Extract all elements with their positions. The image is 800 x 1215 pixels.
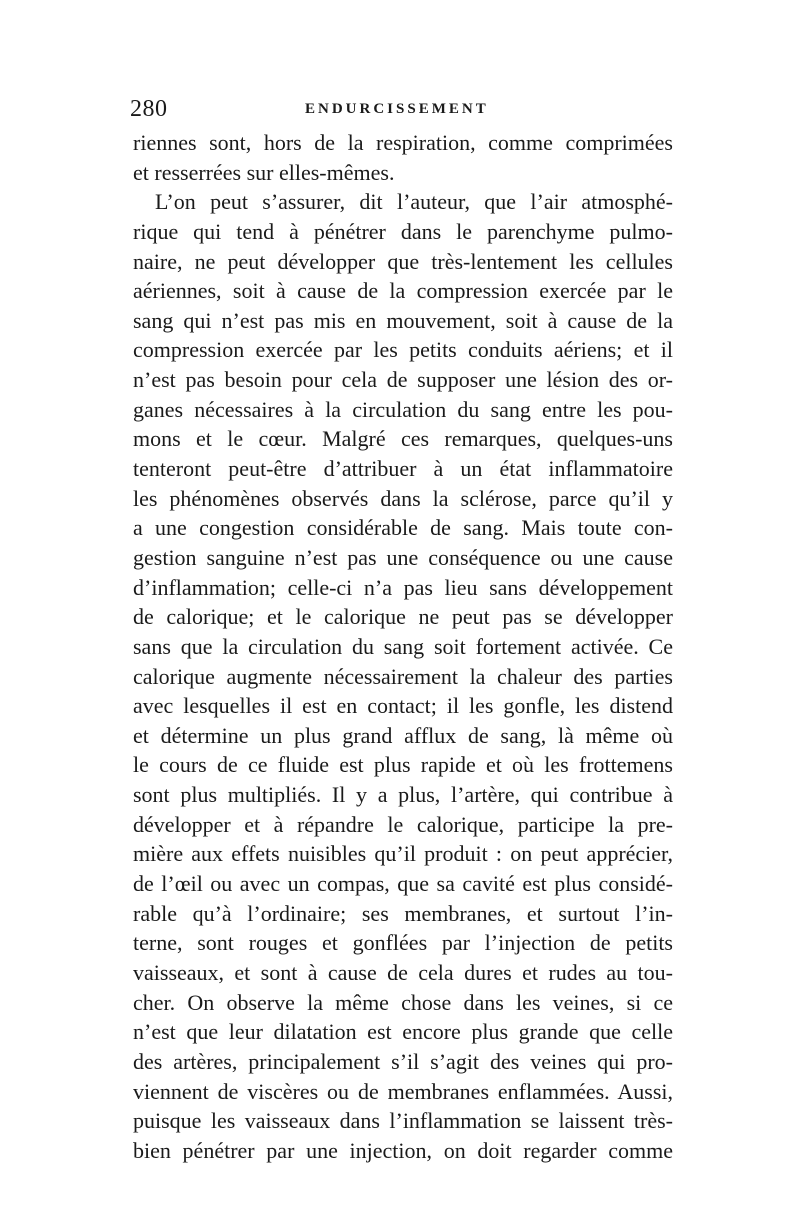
text-line: rique qui tend à pénétrer dans le parenchyme pulmo-: [133, 218, 673, 244]
page-header: [130, 96, 670, 124]
text-line: de calorique; et le calorique ne peut pas se développer: [133, 604, 673, 630]
text-line: n’est pas besoin pour cela de supposer une lésion des or-: [133, 367, 673, 393]
body-text: [133, 128, 673, 1165]
running-title: ENDURCISSEMENT: [305, 101, 489, 117]
text-line: L’on peut s’assurer, dit l’auteur, que l’air atmosphé-: [155, 189, 673, 215]
text-line: avec lesquelles il est en contact; il les gonfle, les distend: [133, 693, 673, 719]
text-line: cher. On observe la même chose dans les veines, si ce: [133, 989, 673, 1015]
text-line: gestion sanguine n’est pas une conséquence ou une cause: [133, 544, 673, 570]
text-line: rable qu’à l’ordinaire; ses membranes, et surtout l’in-: [133, 900, 673, 926]
text-line: ganes nécessaires à la circulation du sang entre les pou-: [133, 396, 673, 422]
text-line: riennes sont, hors de la respiration, comme comprimées: [133, 130, 673, 155]
text-line: développer et à répandre le calorique, participe la pre-: [133, 811, 673, 837]
text-line: compression exercée par les petits conduits aériens; et il: [133, 337, 673, 363]
text-line: puisque les vaisseaux dans l’inflammation se laissent très-: [133, 1108, 673, 1134]
text-line: naire, ne peut développer que très-lentement les cellules: [133, 248, 673, 274]
text-line: et détermine un plus grand afflux de sang, là même où: [133, 722, 673, 748]
text-line: calorique augmente nécessairement la chaleur des parties: [133, 663, 673, 689]
text-line: n’est que leur dilatation est encore plus grande que celle: [133, 1019, 673, 1045]
text-line: de l’œil ou avec un compas, que sa cavité est plus considé-: [133, 871, 673, 897]
text-line: des artères, principalement s’il s’agit des veines qui pro-: [133, 1048, 673, 1074]
text-line: sang qui n’est pas mis en mouvement, soit à cause de la: [133, 307, 673, 333]
text-line: le cours de ce fluide est plus rapide et où les frottemens: [133, 752, 673, 778]
page-number: 280: [130, 96, 168, 122]
text-line: terne, sont rouges et gonflées par l’injection de petits: [133, 930, 673, 956]
text-line: mons et le cœur. Malgré ces remarques, quelques-uns: [133, 426, 673, 452]
text-line: a une congestion considérable de sang. Mais toute con-: [133, 515, 673, 541]
text-line: d’inflammation; celle-ci n’a pas lieu sans développement: [133, 574, 673, 600]
text-line: bien pénétrer par une injection, on doit regarder comme: [133, 1137, 673, 1163]
text-line: viennent de viscères ou de membranes enflammées. Aussi,: [133, 1078, 673, 1104]
text-line: et resserrées sur elles-mêmes.: [133, 159, 395, 185]
text-line: mière aux effets nuisibles qu’il produit : on peut apprécier,: [133, 841, 673, 867]
text-line: tenteront peut-être d’attribuer à un état inflammatoire: [133, 456, 673, 482]
text-line: aériennes, soit à cause de la compression exercée par le: [133, 278, 673, 304]
text-line: vaisseaux, et sont à cause de cela dures et rudes au tou-: [133, 959, 673, 985]
text-line: sans que la circulation du sang soit fortement activée. Ce: [133, 633, 673, 659]
text-line: sont plus multipliés. Il y a plus, l’artère, qui contribue à: [133, 782, 673, 808]
text-line: les phénomènes observés dans la sclérose, parce qu’il y: [133, 485, 673, 511]
